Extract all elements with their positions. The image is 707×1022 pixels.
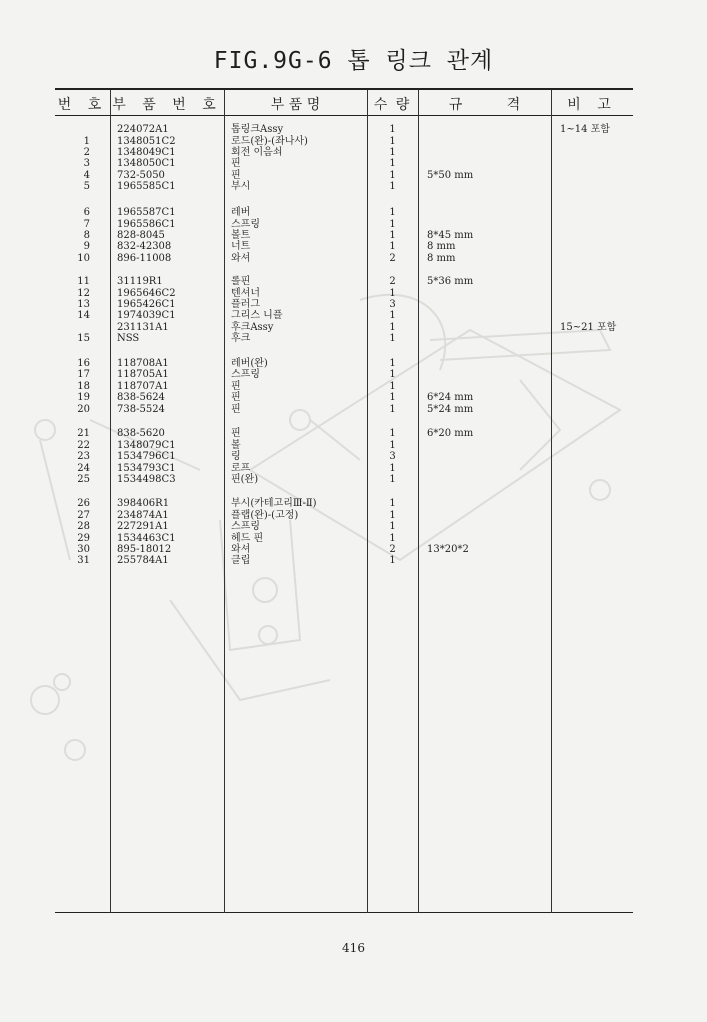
quantity: 1 (389, 533, 396, 544)
part-name: 핀 (231, 158, 241, 169)
part-number: 838-5624 (117, 392, 165, 403)
part-name: 플랩(완)-(고정) (231, 510, 299, 521)
item-number: 24 (77, 463, 90, 474)
quantity: 1 (389, 241, 396, 252)
quantity: 1 (389, 510, 396, 521)
quantity: 1 (389, 463, 396, 474)
specification: 5*24 mm (427, 404, 474, 415)
part-name: 링 (231, 451, 241, 462)
page-title: FIG.9G-6 톱 링크 관계 (213, 48, 494, 74)
part-name: 핀 (231, 170, 241, 181)
part-number: 1974039C1 (117, 310, 176, 321)
remarks: 15~21 포함 (560, 322, 617, 333)
item-number: 12 (77, 288, 90, 299)
quantity: 1 (389, 521, 396, 532)
item-number: 9 (83, 241, 90, 252)
part-name: 그리스 니플 (231, 310, 283, 321)
quantity: 1 (389, 230, 396, 241)
item-number: 26 (77, 498, 90, 509)
table-row (0, 310, 707, 322)
part-number: 118707A1 (117, 381, 169, 392)
part-number: 31119R1 (117, 276, 163, 287)
quantity: 1 (389, 369, 396, 380)
quantity: 1 (389, 288, 396, 299)
part-name: 부시 (231, 181, 251, 192)
part-name: 톱링크Assy (231, 124, 284, 135)
part-number: 1965646C2 (117, 288, 176, 299)
specification: 6*24 mm (427, 392, 474, 403)
header-no: 번 호 (57, 97, 108, 113)
quantity: 1 (389, 124, 396, 135)
part-name: 플러그 (231, 299, 260, 310)
part-number: NSS (117, 333, 140, 344)
part-name: 볼트 (231, 230, 251, 241)
part-number: 1534463C1 (117, 533, 176, 544)
table-row (0, 498, 707, 510)
quantity: 1 (389, 440, 396, 451)
specification: 5*36 mm (427, 276, 474, 287)
part-number: 896-11008 (117, 253, 172, 264)
table-row (0, 555, 707, 567)
part-name: 레버(완) (231, 358, 268, 369)
part-name: 스프링 (231, 219, 260, 230)
quantity: 1 (389, 358, 396, 369)
part-name: 클립 (231, 555, 251, 566)
part-number: 118705A1 (117, 369, 169, 380)
header-remarks: 비 고 (567, 97, 617, 113)
item-number: 10 (77, 253, 90, 264)
table-row (0, 474, 707, 486)
part-name: 와셔 (231, 253, 251, 264)
table-row (0, 124, 707, 136)
quantity: 1 (389, 428, 396, 439)
table-row (0, 276, 707, 288)
part-name: 핀 (231, 381, 241, 392)
item-number: 23 (77, 451, 90, 462)
item-number: 2 (83, 147, 90, 158)
quantity: 1 (389, 147, 396, 158)
quantity: 1 (389, 333, 396, 344)
part-number: 227291A1 (117, 521, 169, 532)
part-name: 로프 (231, 463, 251, 474)
item-number: 27 (77, 510, 90, 521)
table-row (0, 253, 707, 265)
item-number: 28 (77, 521, 90, 532)
quantity: 1 (389, 207, 396, 218)
item-number: 21 (77, 428, 90, 439)
part-name: 핀(완) (231, 474, 259, 485)
item-number: 14 (77, 310, 90, 321)
part-number: 398406R1 (117, 498, 170, 509)
specification: 6*20 mm (427, 428, 474, 439)
quantity: 3 (389, 299, 396, 310)
quantity: 1 (389, 310, 396, 321)
part-number: 1348050C1 (117, 158, 176, 169)
item-number: 30 (77, 544, 90, 555)
item-number: 11 (77, 276, 90, 287)
part-number: 1348049C1 (117, 147, 176, 158)
header-spec: 규 격 (448, 97, 521, 113)
item-number: 13 (77, 299, 90, 310)
part-name: 핀 (231, 428, 241, 439)
table-row (0, 333, 707, 345)
part-number: 234874A1 (117, 510, 169, 521)
quantity: 1 (389, 555, 396, 566)
header-part-name: 부 품 명 (270, 97, 321, 113)
item-number: 19 (77, 392, 90, 403)
part-name: 볼 (231, 440, 241, 451)
part-number: 1534793C1 (117, 463, 176, 474)
quantity: 3 (389, 451, 396, 462)
part-name: 스프링 (231, 369, 260, 380)
part-number: 224072A1 (117, 124, 169, 135)
table-row (0, 181, 707, 193)
table-bottom-rule (55, 912, 633, 913)
table-row (0, 207, 707, 219)
item-number: 4 (83, 170, 90, 181)
part-name: 회전 이음쇠 (231, 147, 283, 158)
quantity: 1 (389, 181, 396, 192)
part-name: 후크 (231, 333, 251, 344)
item-number: 5 (83, 181, 90, 192)
quantity: 2 (389, 253, 396, 264)
quantity: 2 (389, 276, 396, 287)
table-row (0, 521, 707, 533)
header-qty: 수 량 (373, 97, 412, 113)
part-name: 너트 (231, 241, 251, 252)
quantity: 1 (389, 381, 396, 392)
table-row (0, 392, 707, 404)
quantity: 1 (389, 322, 396, 333)
specification: 8 mm (427, 241, 456, 252)
quantity: 1 (389, 219, 396, 230)
quantity: 1 (389, 158, 396, 169)
part-number: 1348079C1 (117, 440, 176, 451)
specification: 13*20*2 (427, 544, 469, 555)
part-number: 1965586C1 (117, 219, 176, 230)
part-number: 838-5620 (117, 428, 165, 439)
part-number: 732-5050 (117, 170, 165, 181)
remarks: 1~14 포함 (560, 124, 610, 135)
table-row (0, 451, 707, 463)
item-number: 8 (83, 230, 90, 241)
item-number: 6 (83, 207, 90, 218)
item-number: 15 (77, 333, 90, 344)
part-name: 부시(카테고리Ⅲ-Ⅱ) (231, 498, 317, 509)
item-number: 18 (77, 381, 90, 392)
part-name: 로드(완)-(좌나사) (231, 136, 308, 147)
quantity: 1 (389, 498, 396, 509)
table-row (0, 428, 707, 440)
part-number: 1534498C3 (117, 474, 176, 485)
table-row (0, 369, 707, 381)
part-number: 832-42308 (117, 241, 172, 252)
part-number: 118708A1 (117, 358, 169, 369)
item-number: 3 (83, 158, 90, 169)
item-number: 25 (77, 474, 90, 485)
item-number: 1 (83, 136, 90, 147)
part-number: 231131A1 (117, 322, 169, 333)
part-name: 핀 (231, 392, 241, 403)
item-number: 17 (77, 369, 90, 380)
specification: 5*50 mm (427, 170, 474, 181)
part-number: 255784A1 (117, 555, 169, 566)
item-number: 20 (77, 404, 90, 415)
part-number: 1534796C1 (117, 451, 176, 462)
part-name: 핀 (231, 404, 241, 415)
table-row (0, 158, 707, 170)
table-row (0, 241, 707, 253)
header-bottom-rule (55, 115, 633, 116)
part-number: 738-5524 (117, 404, 165, 415)
page-number: 416 (342, 941, 365, 955)
part-name: 후크Assy (231, 322, 274, 333)
part-number: 1965585C1 (117, 181, 176, 192)
part-number: 828-8045 (117, 230, 165, 241)
specification: 8*45 mm (427, 230, 474, 241)
quantity: 2 (389, 544, 396, 555)
part-name: 텐셔너 (231, 288, 260, 299)
part-number: 1965587C1 (117, 207, 176, 218)
table-top-rule (55, 88, 633, 90)
item-number: 16 (77, 358, 90, 369)
part-name: 롤핀 (231, 276, 251, 287)
item-number: 31 (77, 555, 90, 566)
header-part-no: 부 품 번 호 (112, 97, 222, 113)
part-number: 1965426C1 (117, 299, 176, 310)
quantity: 1 (389, 170, 396, 181)
quantity: 1 (389, 392, 396, 403)
part-name: 헤드 핀 (231, 533, 264, 544)
part-name: 스프링 (231, 521, 260, 532)
part-name: 레버 (231, 207, 251, 218)
item-number: 22 (77, 440, 90, 451)
item-number: 29 (77, 533, 90, 544)
item-number: 7 (83, 219, 90, 230)
specification: 8 mm (427, 253, 456, 264)
table-row (0, 404, 707, 416)
quantity: 1 (389, 474, 396, 485)
part-name: 와셔 (231, 544, 251, 555)
quantity: 1 (389, 136, 396, 147)
part-number: 1348051C2 (117, 136, 176, 147)
quantity: 1 (389, 404, 396, 415)
part-number: 895-18012 (117, 544, 172, 555)
